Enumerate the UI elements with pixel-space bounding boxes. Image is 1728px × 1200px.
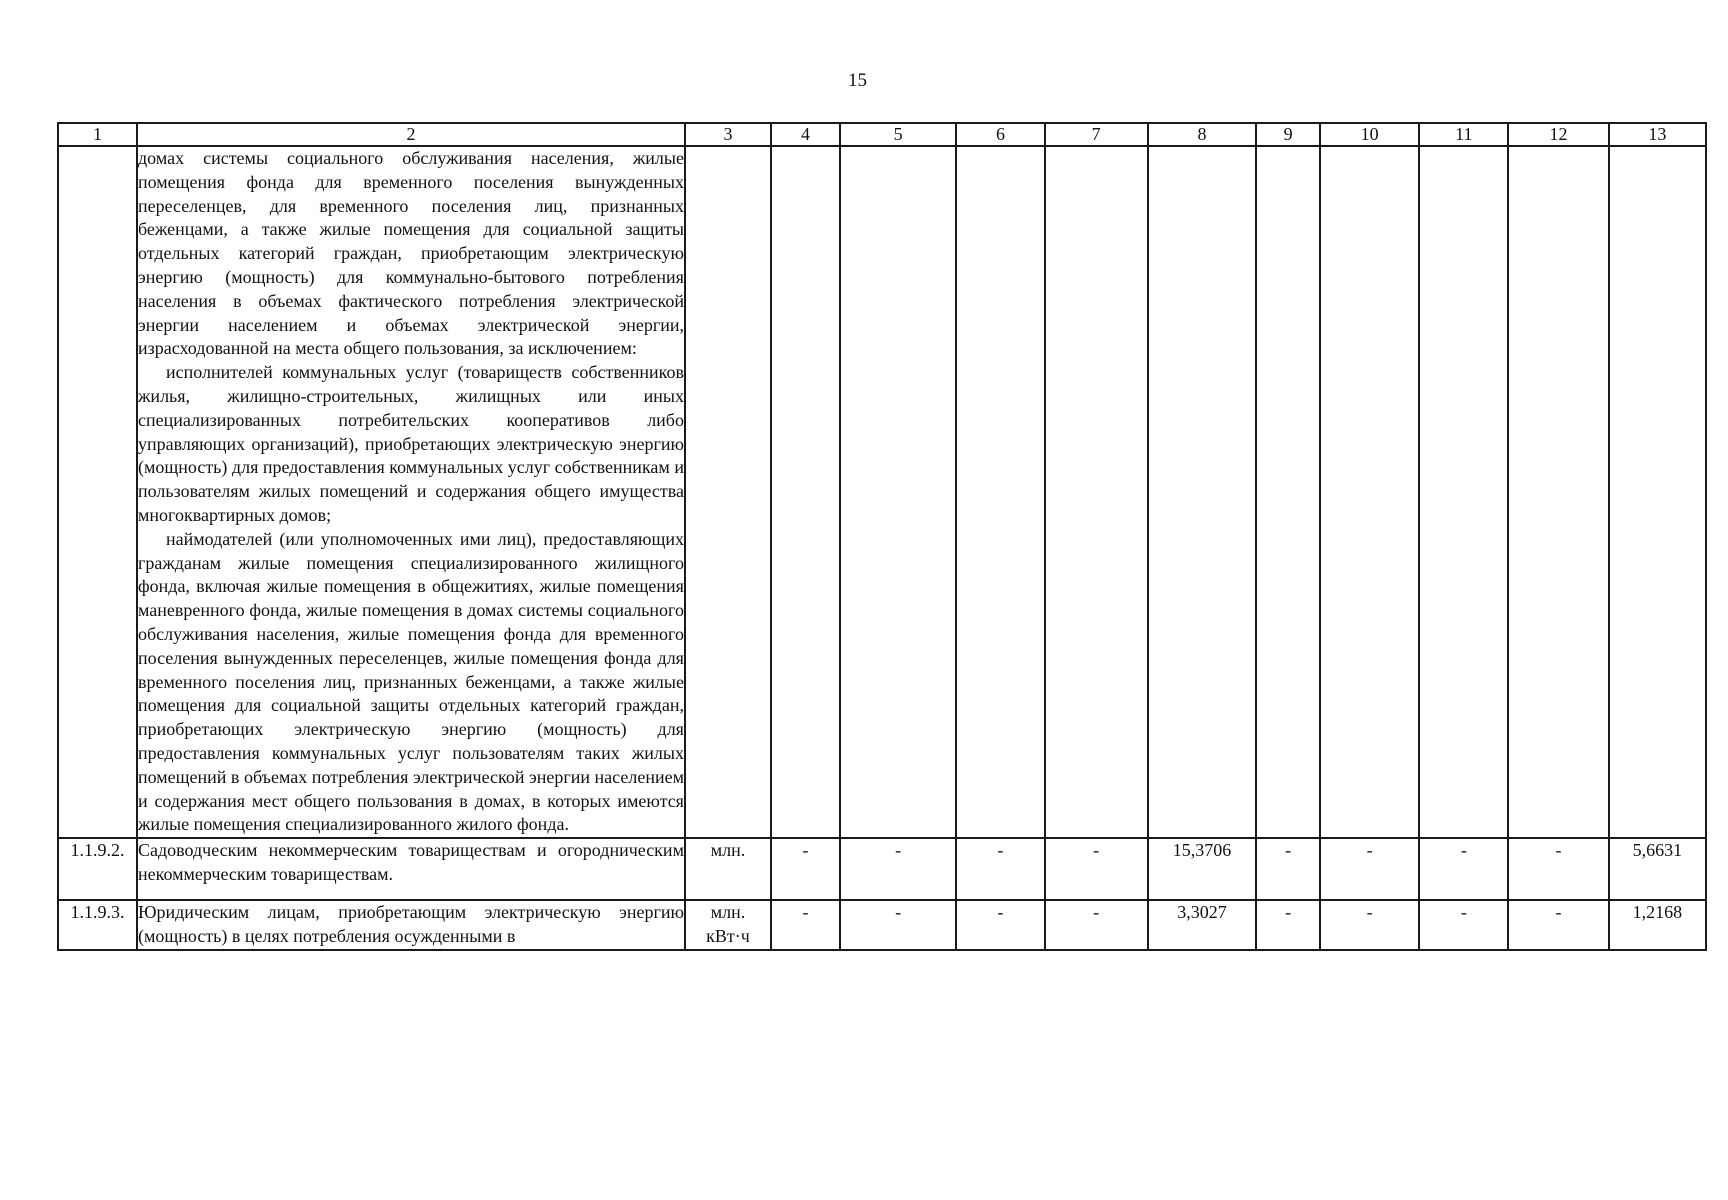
page-number: 15 <box>848 70 867 91</box>
unit-line-2: кВт·ч <box>706 925 750 946</box>
header-col-9: 9 <box>1256 123 1320 146</box>
description-paragraph-2: исполнителей коммунальных услуг (товариществ собственников жилья, жилищно-строительных, жилищных или иных специализированных потребительских кооперативов либо управляющих организаций), приобретающих электрическую энергию (мощность) для предоставления коммунальных услуг собственникам и пользователям жилых помещений и содержания общего имущества многоквартирных домов; <box>138 362 684 525</box>
empty-cell <box>1045 146 1148 838</box>
cell-col-10: - <box>1320 838 1419 900</box>
empty-cell <box>956 146 1044 838</box>
row-code: 1.1.9.2. <box>58 838 137 900</box>
row-description <box>137 146 685 838</box>
header-col-8: 8 <box>1148 123 1256 146</box>
cell-col-12: - <box>1508 900 1608 950</box>
empty-cell <box>1148 146 1256 838</box>
header-col-6: 6 <box>956 123 1044 146</box>
cell-col-4: - <box>771 838 840 900</box>
empty-cell <box>1508 146 1608 838</box>
cell-col-8: 15,3706 <box>1148 838 1256 900</box>
row-unit <box>685 838 771 900</box>
header-col-11: 11 <box>1419 123 1508 146</box>
header-col-12: 12 <box>1508 123 1608 146</box>
empty-cell <box>840 146 956 838</box>
header-col-2: 2 <box>137 123 685 146</box>
table-header-row <box>58 123 1706 146</box>
cell-col-7: - <box>1045 838 1148 900</box>
cell-col-13: 5,6631 <box>1609 838 1706 900</box>
empty-cell <box>1609 146 1706 838</box>
row-code <box>58 146 137 838</box>
row-description: Садоводческим некоммерческим товариществам и огородническим некоммерческим товариществам. <box>137 838 685 900</box>
header-col-7: 7 <box>1045 123 1148 146</box>
cell-col-7: - <box>1045 900 1148 950</box>
cell-col-4: - <box>771 900 840 950</box>
description-paragraph-3: наймодателей (или уполномоченных ими лиц), предоставляющих гражданам жилые помещения специализированного жилищного фонда, включая жилые помещения в общежитиях, жилые помещения маневренного фонда, жилые помещения в домах системы социального обслуживания населения, жилые помещения фонда для временного поселения вынужденных переселенцев, жилые помещения фонда для временного поселения лиц, признанных беженцами, а также жилые помещения для социальной защиты отдельных категорий граждан, приобретающих электрическую энергию (мощность) для предоставления коммунальных услуг пользователям таких жилых помещений в объемах потребления электрической энергии населением и содержания мест общего пользования в домах, в которых имеются жилые помещения специализированного жилого фонда. <box>138 528 684 835</box>
row-unit <box>685 900 771 950</box>
cell-col-6: - <box>956 900 1044 950</box>
cell-col-6: - <box>956 838 1044 900</box>
cell-col-13: 1,2168 <box>1609 900 1706 950</box>
tariff-table <box>57 122 1707 951</box>
row-code: 1.1.9.3. <box>58 900 137 950</box>
header-col-5: 5 <box>840 123 956 146</box>
empty-cell <box>1320 146 1419 838</box>
header-col-3: 3 <box>685 123 771 146</box>
empty-cell <box>1256 146 1320 838</box>
header-col-10: 10 <box>1320 123 1419 146</box>
cell-col-5: - <box>840 838 956 900</box>
cell-col-9: - <box>1256 838 1320 900</box>
empty-cell <box>685 146 771 838</box>
row-description: Юридическим лицам, приобретающим электрическую энергию (мощность) в целях потребления осужденными в <box>137 900 685 950</box>
cell-col-10: - <box>1320 900 1419 950</box>
unit-line-1: млн. <box>710 902 746 923</box>
cell-col-11: - <box>1419 900 1508 950</box>
cell-col-12: - <box>1508 838 1608 900</box>
cell-col-8: 3,3027 <box>1148 900 1256 950</box>
table-row <box>58 900 1706 950</box>
header-col-1: 1 <box>58 123 137 146</box>
cell-col-5: - <box>840 900 956 950</box>
empty-cell <box>771 146 840 838</box>
table-row <box>58 838 1706 900</box>
description-paragraph-1: домах системы социального обслуживания населения, жилые помещения фонда для временного поселения вынужденных переселенцев, для временного поселения лиц, признанных беженцами, а также жилые помещения для социальной защиты отдельных категорий граждан, приобретающим электрическую энергию (мощность) для коммунально-бытового потребления населения в объемах фактического потребления электрической энергии населением и объемах электрической энергии, израсходованной на места общего пользования, за исключением: <box>138 148 684 359</box>
cell-col-9: - <box>1256 900 1320 950</box>
empty-cell <box>1419 146 1508 838</box>
unit-line-1: млн. <box>710 840 746 861</box>
cell-col-11: - <box>1419 838 1508 900</box>
header-col-13: 13 <box>1609 123 1706 146</box>
header-col-4: 4 <box>771 123 840 146</box>
table-row-continuation <box>58 146 1706 838</box>
